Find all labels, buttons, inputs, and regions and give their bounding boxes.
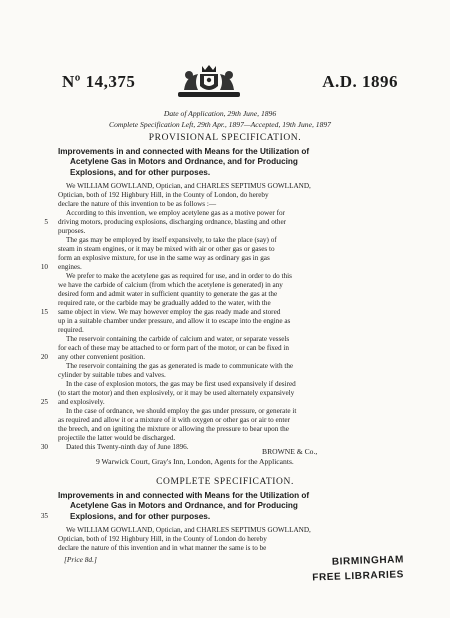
patent-header [62, 62, 398, 102]
body-line: form an explosive mixture, for use in the same way as ordinary gas in gas [58, 254, 270, 262]
line-number: 15 [40, 308, 48, 316]
body-line: We WILLIAM GOWLLAND, Optician, and CHARLES SEPTIMUS GOWLLAND, [66, 182, 311, 190]
body-line: steam in steam engines, or it may be mixed with air or other gas or gases to [58, 245, 275, 253]
body-line: required. [58, 326, 84, 334]
agent-address: 9 Warwick Court, Gray's Inn, London, Agents for the Applicants. [96, 457, 294, 466]
dated-line: Dated this Twenty-ninth day of June 1896. [66, 443, 189, 451]
line-number: 10 [40, 263, 48, 271]
body-line: driving motors, producing explosions, discharging ordnance, blasting and other [58, 218, 287, 226]
line-number: 30 [40, 443, 48, 451]
body-line: desired form and admit water in sufficient quantity to generate the gas at the [58, 290, 278, 298]
body-line: any other convenient position. [58, 353, 146, 361]
royal-coat-of-arms-icon [174, 62, 244, 102]
body-line: up in a suitable chamber under pressure, and allow it to escape into the engine as [58, 317, 291, 325]
title-line: Improvements in and connected with Means for the Utilization of [58, 491, 310, 500]
provisional-title [58, 147, 398, 178]
body-line: we have the carbide of calcium (from which the acetylene is generated) in any [58, 281, 283, 289]
body-line: The reservoir containing the carbide of calcium and water, or separate vessels [66, 335, 290, 343]
title-line: Explosions, and for other purposes. [70, 511, 211, 521]
body-line: In the case of explosion motors, the gas may be first used expansively if desired [66, 380, 296, 388]
application-date: Date of Application, 29th June, 1896 [163, 109, 277, 118]
body-line: as required and allow it or a mixture of it with oxygen or other gas or air to enter [58, 416, 290, 424]
agent-firm: BROWNE & Co., [262, 447, 318, 456]
title-line: Acetylene Gas in Motors and Ordnance, and for Producing [70, 501, 298, 511]
body-line: The gas may be employed by itself expansively, to take the place (say) of [66, 236, 277, 244]
complete-title [58, 491, 398, 522]
body-line: Optician, both of 192 Highbury Hill, in the County of London, do hereby [58, 191, 269, 199]
body-line: In the case of ordnance, we should employ the gas under pressure, or generate it [66, 407, 297, 415]
body-line: The reservoir containing the gas as generated is made to communicate with the [66, 362, 294, 370]
body-line: the breech, and on igniting the mixture or allowing the pressure to bear upon the [58, 425, 289, 433]
price-label: [Price 8d.] [64, 555, 97, 564]
line-number: 25 [40, 398, 48, 406]
body-line: cylinder by suitable tubes and valves. [58, 371, 166, 379]
complete-spec-date: Complete Specification Left, 29th Apr., 1897—Accepted, 19th June, 1897 [109, 120, 331, 129]
library-stamp-line2: FREE LIBRARIES [312, 569, 405, 584]
body-line: According to this invention, we employ acetylene gas as a motive power for [66, 209, 285, 217]
title-line: Acetylene Gas in Motors and Ordnance, and for Producing [70, 157, 298, 167]
line-number: 5 [44, 218, 48, 226]
patent-year: A.D. 1896 [322, 72, 398, 91]
complete-heading: COMPLETE SPECIFICATION. [156, 477, 294, 487]
body-line: We prefer to make the acetylene gas as required for use, and in order to do this [66, 272, 292, 280]
body-line: We WILLIAM GOWLLAND, Optician, and CHARLES SEPTIMUS GOWLLAND, [66, 526, 311, 534]
library-stamp-line1: BIRMINGHAM [331, 554, 405, 568]
body-line: (to start the motor) and then explosively, or it may be used alternately expansively [58, 389, 295, 397]
body-line: for each of these may be attached to or form part of the motor, or can be fixed in [58, 344, 290, 352]
body-line: Optician, both of 192 Highbury Hill, in the County of London do hereby [58, 535, 267, 543]
body-line: same object in view. We may however employ the gas ready made and stored [58, 308, 281, 316]
provisional-heading: PROVISIONAL SPECIFICATION. [148, 133, 302, 143]
body-line: declare the nature of this invention to be as follows :— [58, 200, 217, 208]
body-line: purposes. [58, 227, 86, 235]
body-line: and explosively. [58, 398, 105, 406]
body-line: engines. [58, 263, 82, 271]
line-number: 20 [40, 353, 48, 361]
body-line: declare the nature of this invention and in what manner the same is to be [58, 544, 267, 552]
title-line: Explosions, and for other purposes. [70, 167, 211, 177]
body-line: required rate, or the carbide may be gradually added to the water, with the [58, 299, 271, 307]
title-line: Improvements in and connected with Means for the Utilization of [58, 147, 310, 156]
line-number: 35 [40, 512, 48, 520]
body-line: projectile the latter would be discharged. [58, 434, 176, 442]
patent-number: Nº 14,375 [62, 72, 136, 91]
